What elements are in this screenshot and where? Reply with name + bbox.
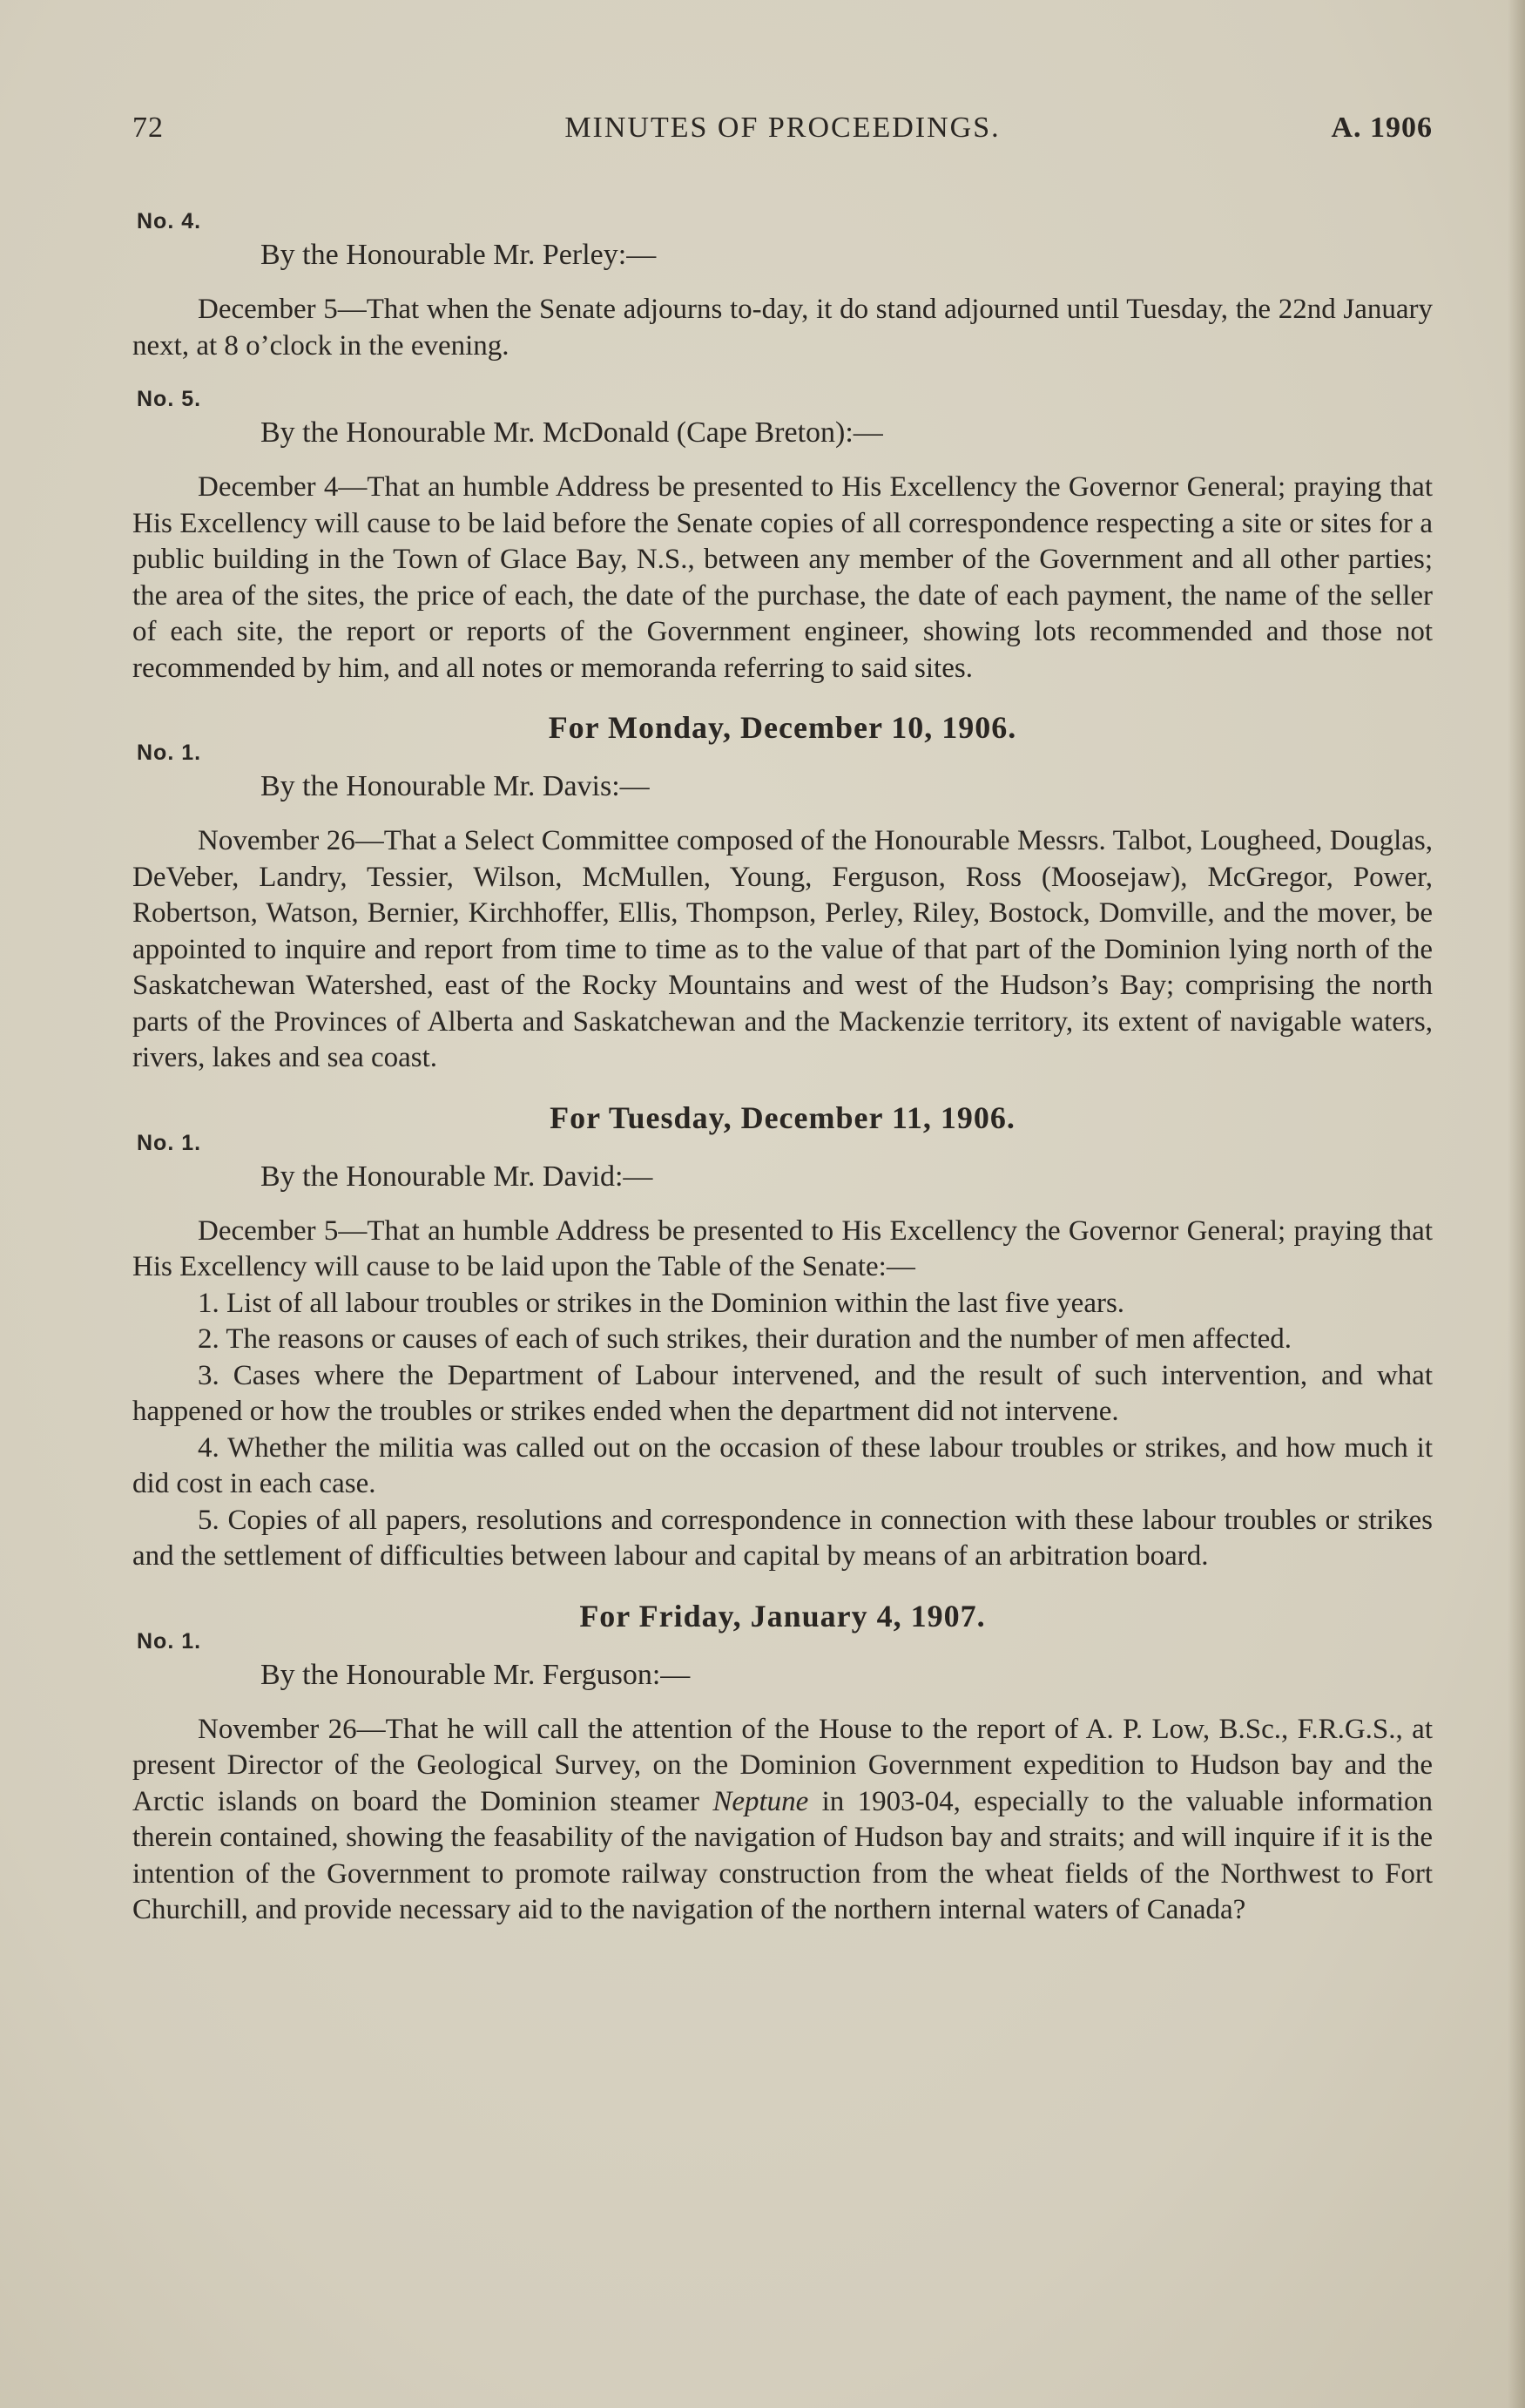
motion-number: No. 1. [137, 1628, 202, 1654]
section-tuesday [132, 1099, 1433, 1575]
motion-mover: By the Honourable Mr. McDonald (Cape Breton):— [260, 416, 883, 449]
list-item: 2. The reasons or causes of each of such strikes, their duration and the number of men affected. [198, 1323, 1292, 1355]
motion-mover: By the Honourable Mr. Perley:— [260, 239, 657, 271]
section-friday [132, 1598, 1433, 1929]
page-number: 72 [132, 112, 164, 144]
motion-text: December 5—That when the Senate adjourns to-day, it do stand adjourned until Tuesday, the 22nd January next, at 8 o’clock in the evening. [132, 294, 1433, 362]
motion-mover: By the Honourable Mr. Ferguson:— [260, 1658, 691, 1691]
list-item: 1. List of all labour troubles or strikes in the Dominion within the last five years. [198, 1287, 1125, 1319]
text-after-ship: in 1903-04, especially to the valuable information therein contained, showing the feasability of the navigation of Hudson bay and straits; and will inquire if it is the intention of the Government to promote railway construction from the wheat fields of the Northwest to Fort Churchill, and provide necessary aid to the navigation of the northern internal waters of Canada? [132, 1785, 1433, 1925]
motion-number: No. 5. [137, 387, 202, 411]
motion-no-4 [132, 209, 1433, 364]
motion-text: November 26—That a Select Committee composed of the Honourable Messrs. Talbot, Lougheed, Douglas, DeVeber, Landry, Tessier, Wilson, McMullen, Young, Ferguson, Ross (Moosejaw), McGregor, Power, Robertson, Watson, Bernier, Kirchhoffer, Ellis, Thompson, Perley, Riley, Bostock, Domville, and the mover, be appointed to inquire and report from time to time as to the value of that part of the Dominion lying north of the Saskatchewan Watershed, east of the Rocky Mountains and west of the Hudson’s Bay; comprising the north parts of the Provinces of Alberta and Saskatchewan and the Mackenzie territory, its extent of navigable waters, rivers, lakes and sea coast. [132, 825, 1433, 1073]
date-heading: For Monday, December 10, 1906. [548, 710, 1017, 745]
motion-text [132, 1712, 1433, 1929]
motion-number: No. 1. [137, 741, 202, 765]
motion-number: No. 4. [137, 209, 202, 233]
list-item: 4. Whether the militia was called out on the occasion of these labour troubles or strikes, and how much it did cost in each case. [132, 1431, 1433, 1499]
motion-text: December 4—That an humble Address be presented to His Excellency the Governor General; praying that His Excellency will cause to be laid before the Senate copies of all correspondence respecting a site or sites for a public building in the Town of Glace Bay, N.S., between any member of the Government and all other parties; the area of the sites, the price of each, the date of the purchase, the date of each payment, the name of the seller of each site, the report or reports of the Government engineer, showing lots recommended and those not recommended by him, and all notes or memoranda referring to said sites. [132, 471, 1433, 684]
list-item: 5. Copies of all papers, resolutions and correspondence in connection with these labour troubles or strikes and the settlement of difficulties between labour and capital by means of an arbitration board. [132, 1504, 1433, 1572]
motion-mover: By the Honourable Mr. Davis:— [260, 770, 650, 802]
running-head [132, 103, 1433, 155]
list-item: 3. Cases where the Department of Labour intervened, and the result of such intervention, and what happened or how the troubles or strikes ended when the department did not intervene. [132, 1359, 1433, 1427]
text-before-ship: November 26—That he will call the attention of the House to the report of A. P. Low, B.Sc., F.R.G.S., at present Director of the Geological Survey, on the Dominion Government expedition to Hudson bay and the Arctic islands on board the Dominion steamer [132, 1713, 1433, 1817]
ship-name: Neptune [712, 1785, 809, 1817]
page-content [132, 103, 1433, 1951]
motion-text: December 5—That an humble Address be presented to His Excellency the Governor General; praying that His Excellency will cause to be laid upon the Table of the Senate:— [132, 1214, 1433, 1282]
page-edge-shadow [1508, 0, 1525, 2408]
date-heading: For Friday, January 4, 1907. [579, 1598, 986, 1634]
session-label: A. 1906 [1331, 112, 1433, 144]
motion-number: No. 1. [137, 1130, 202, 1155]
motion-mover: By the Honourable Mr. David:— [260, 1160, 653, 1193]
date-heading: For Tuesday, December 11, 1906. [550, 1099, 1016, 1135]
page-title: MINUTES OF PROCEEDINGS. [564, 112, 1001, 144]
section-monday [132, 709, 1433, 1077]
motion-no-5 [132, 387, 1433, 687]
